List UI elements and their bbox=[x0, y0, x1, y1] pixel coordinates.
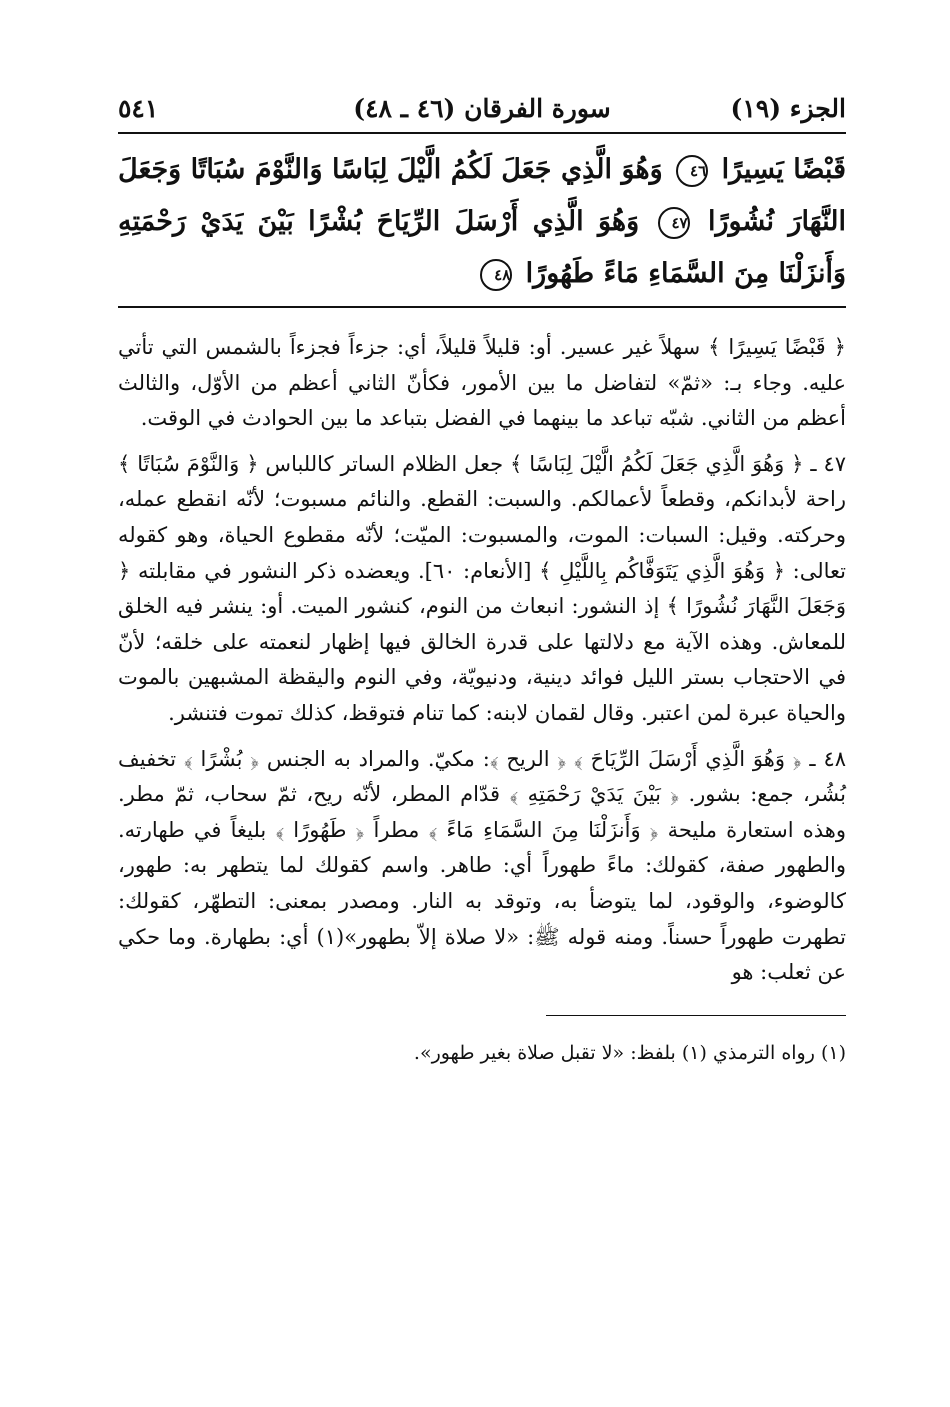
commentary-paragraph: ٤٧ ـ ﴿ وَهُوَ الَّذِي جَعَلَ لَكُمُ الَّيْلَ لِبَاسًا ﴾ جعل الظلام الساتر كاللباس ﴿ وَالنَّوْمَ سُبَاتًا ﴾ راحة لأبدانكم، وقطعاً لأعمالكم. والسبت: القطع. والنائم مسبوت؛ لأنّه انقطع عمله، وحركته. وقيل: السبات: الموت، والمسبوت: الميّت؛ لأنّه مقطوع الحياة، وهو كقوله تعالى: ﴿ وَهُوَ الَّذِي يَتَوَفَّاكُم بِاللَّيْلِ ﴾ [الأنعام: ٦٠]. ويعضده ذكر النشور في مقابلته ﴿ وَجَعَلَ النَّهَارَ نُشُورًا ﴾ إذ النشور: انبعاث من النوم، كنشور الميت. أو: ينشر فيه الخلق للمعاش. وهذه الآية مع دلالتها على قدرة الخالق فيها إظهار لنعمته على خلقه؛ لأنّ في الاحتجاب بستر الليل فوائد دينية، ودنيويّة، وفي النوم واليقظة المشبهين بالموت والحياة عبرة لمن اعتبر. وقال لقمان لابنه: كما تنام فتوقظ، كذلك تموت فتنشر. bbox=[118, 451, 846, 725]
commentary-body bbox=[118, 330, 846, 991]
surah-title: سورة الفرقان (٤٦ ـ ٤٨) bbox=[353, 94, 611, 123]
commentary-paragraph: ٤٨ ـ ﴿ وَهُوَ الَّذِي أَرْسَلَ الرِّيَاحَ ﴾ ﴿ الريح ﴾: مكيّ. والمراد به الجنس ﴿ بُشْرًا ﴾ تخفيف بُشُر، جمع: بشور. ﴿ بَيْنَ يَدَيْ رَحْمَتِهِ ﴾ قدّام المطر، لأنّه ريح، ثمّ سحاب، ثمّ مطر. وهذه استعارة مليحة ﴿ وَأَنزَلْنَا مِنَ السَّمَاءِ مَاءً ﴾ مطراً ﴿ طَهُورًا ﴾ بليغاً في طهارته. والطهور صفة، كقولك: ماءً طهوراً أي: طاهر. واسم كقولك لما يتطهر به: طهور، كالوضوء، والوقود، لما يتوضأ به، وتوقد به النار. ومصدر بمعنى: التطهّر، كقولك: تطهرت طهوراً حسناً. ومنه قوله ﷺ: «لا صلاة إلاّ بطهور»(١) أي: بطهارة. وما حكي عن ثعلب: هو bbox=[118, 746, 846, 985]
verse-text: وَهُوَ الَّذِي جَعَلَ لَكُمُ الَّيْلَ لِبَاسًا وَالنَّوْمَ سُبَاتًا وَجَعَلَ النَّهَارَ نُشُورًا bbox=[118, 154, 847, 237]
footnote: (١) رواه الترمذي (١) بلفظ: «لا تقبل صلاة بغير طهور». bbox=[413, 1041, 846, 1064]
commentary-paragraph: ﴿ قَبْضًا يَسِيرًا ﴾ سهلاً غير عسير. أو: قليلاً قليلاً، أي: جزءاً فجزءاً بالشمس التي تأتي عليه. وجاء بـ: «ثمّ» لتفاضل ما بين الأمور، فكأنّ الثاني أعظم من الأوّل، والثالث أعظم من الثاني. شبّه تباعد ما بينهما في الفضل بتباعد ما بين الحوادث في الوقت. bbox=[118, 335, 846, 431]
quran-verses bbox=[118, 144, 846, 300]
ayah-number-marker: ٤٧ bbox=[658, 207, 690, 239]
ayah-number-marker: ٤٦ bbox=[676, 155, 708, 187]
verse-text: وَهُوَ الَّذِي أَرْسَلَ الرِّيَاحَ بُشْرًا بَيْنَ يَدَيْ رَحْمَتِهِ وَأَنزَلْنَا مِنَ السَّمَاءِ مَاءً طَهُورًا bbox=[118, 206, 846, 289]
running-header bbox=[118, 88, 846, 130]
header-divider bbox=[118, 132, 846, 134]
juz-label: الجزء (١٩) bbox=[730, 94, 846, 123]
page-number: ٥٤١ bbox=[118, 94, 159, 123]
footnote-divider bbox=[546, 1015, 846, 1016]
book-page bbox=[118, 88, 846, 1338]
verse-text: قَبْضًا يَسِيرًا bbox=[721, 154, 846, 185]
verses-divider bbox=[118, 306, 846, 308]
ayah-number-marker: ٤٨ bbox=[480, 259, 512, 291]
